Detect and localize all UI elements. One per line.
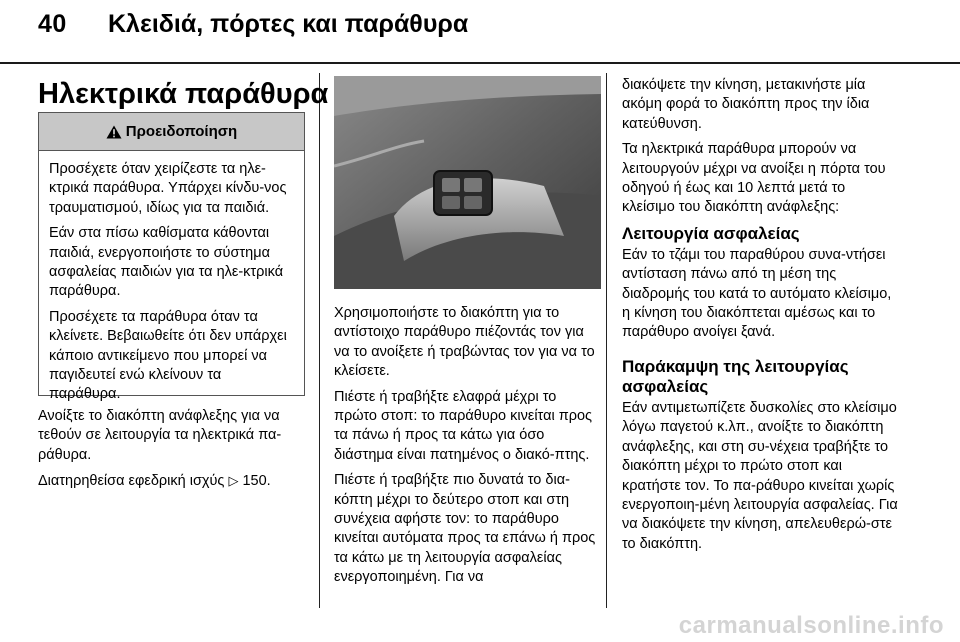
override-safety-paragraph: Εάν αντιμετωπίζετε δυσκολίες στο κλείσιμο λόγω παγετού κ.λπ., ανοίξτε το διακόπτη ανάφλεξης, και στη συ-νέχεια τραβήξτε το διακόπτη μέχρι το πρώτο στοπ και κρατήστε τον. Το πα-ράθυρο κινείται χωρίς ενεργοποιη-μένη λειτουργία ασφαλείας. Για να διακόψετε την κίνηση, απελευθερώ-στε το διακόπτη. — [622, 399, 898, 552]
chapter-title: Κλειδιά, πόρτες και παράθυρα — [108, 10, 469, 38]
column-divider-1 — [319, 73, 320, 608]
column-3-text — [622, 76, 902, 560]
warning-header — [39, 113, 304, 151]
warning-body — [39, 151, 304, 405]
warning-title: Προειδοποίηση — [125, 123, 238, 140]
override-safety-heading: Παράκαμψη της λειτουργίας ασφαλείας — [622, 356, 849, 396]
warning-paragraph: Εάν στα πίσω καθίσματα κάθονται παιδιά, ενεργοποιήστε το σύστημα ασφαλείας παιδιών για τα ηλε-κτρικά παράθυρα. — [49, 225, 284, 300]
warning-box — [38, 112, 305, 403]
safety-function-paragraph: Εάν το τζάμι του παραθύρου συνα-ντήσει αντίσταση πάνω από τη μέση της διαδρομής του κατά το αυτόματο κλείσιμο, η κίνηση του διακόπτεται αμέσως και το παράθυρο ανοίγει ξανά. — [622, 246, 892, 341]
page-header — [0, 0, 960, 64]
reference-page-link[interactable]: 150. — [242, 473, 271, 490]
second-stop-paragraph: Πιέστε ή τραβήξτε πιο δυνατά το δια-κόπτη μέχρι το δεύτερο στοπ και στη συνέχεια αφήστε τον: το παράθυρο κινείται αυτόματα προς τα επάνω ή προς τα κάτω με τη λειτουργία ασφαλείας ενεργοποιημένη. Για να — [334, 472, 596, 586]
page-number: 40 — [38, 10, 67, 38]
operation-time-paragraph: Τα ηλεκτρικά παράθυρα μπορούν να λειτουργούν μέχρι να ανοίξει η πόρτα του οδηγού ή έως και 10 λεπτά μετά το κλείσιμο του διακόπτη ανάφλεξης: — [622, 141, 886, 216]
stop-movement-paragraph: διακόψετε την κίνηση, μετακινήστε μία ακόμη φορά το διακόπτη προς την ίδια κατεύθυνση. — [622, 77, 870, 132]
watermark: carmanualsonline.info — [678, 612, 944, 639]
reserve-power-paragraph — [38, 471, 304, 491]
column-1-text — [38, 407, 304, 498]
window-switch-illustration — [334, 76, 601, 289]
first-stop-paragraph: Πιέστε ή τραβήξτε ελαφρά μέχρι το πρώτο στοπ: το παράθυρο κινείται προς τα πάνω ή προς τα κάτω για όσο διάστημα είναι πατημένος ο διακό-πτης. — [334, 388, 593, 463]
warning-paragraph: Προσέχετε τα παράθυρα όταν τα κλείνετε. Βεβαιωθείτε ότι δεν υπάρχει κάποιο αντικείμενο που μπορεί να παγιδευτεί ενώ κλείνουν τα παράθυρα. — [49, 308, 287, 403]
column-divider-2 — [606, 73, 607, 608]
safety-function-heading: Λειτουργία ασφαλείας — [622, 223, 800, 243]
warning-triangle-icon — [106, 125, 122, 139]
ignition-paragraph: Ανοίξτε το διακόπτη ανάφλεξης για να τεθούν σε λειτουργία τα ηλεκτρικά πα-ράθυρα. — [38, 408, 282, 463]
column-2-text — [334, 304, 603, 594]
reserve-power-text: Διατηρηθείσα εφεδρική ισχύς — [38, 473, 225, 490]
section-title: Ηλεκτρικά παράθυρα — [38, 78, 329, 110]
window-switch-photo — [334, 76, 601, 289]
switch-usage-paragraph: Χρησιμοποιήστε το διακόπτη για το αντίστοιχο παράθυρο πιέζοντάς τον για να το ανοίξετε ή τραβώντας τον για να το κλείσετε. — [334, 305, 595, 380]
reference-arrow-icon: ▷ — [228, 473, 239, 489]
warning-paragraph: Προσέχετε όταν χειρίζεστε τα ηλε-κτρικά παράθυρα. Υπάρχει κίνδυ-νος τραυματισμού, ιδίως για τα παιδιά. — [49, 161, 287, 216]
